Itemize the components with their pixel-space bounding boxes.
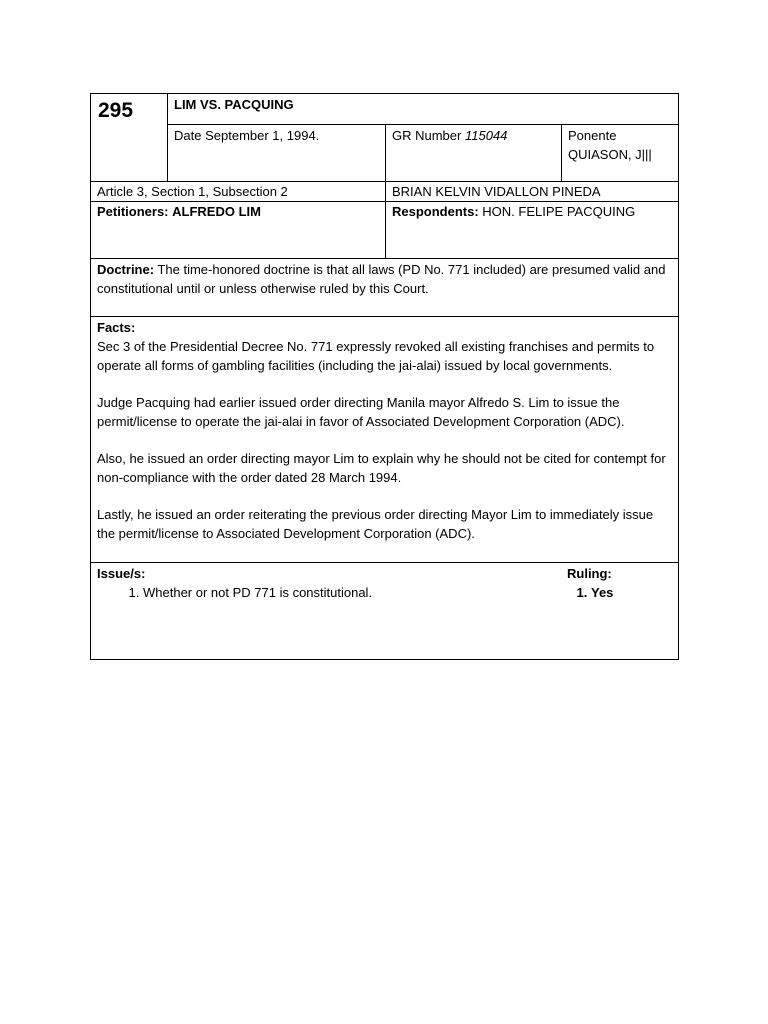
issues-label: Issue/s:: [97, 566, 146, 581]
gr-number-label: GR Number: [392, 128, 462, 143]
facts-label: Facts:: [97, 320, 136, 335]
issues-list: [97, 583, 567, 602]
article-cell: Article 3, Section 1, Subsection 2: [91, 182, 386, 202]
case-digest-table: [90, 93, 679, 660]
ponente-cell: [562, 125, 679, 182]
doctrine-cell: [91, 259, 679, 317]
gr-number-cell: [386, 125, 562, 182]
issues-column: [97, 564, 567, 602]
digest-author: BRIAN KELVIN VIDALLON PINEDA: [386, 182, 679, 202]
respondents-value: HON. FELIPE PACQUING: [482, 204, 636, 219]
ruling-column: [567, 564, 613, 602]
respondents-cell: [386, 202, 679, 259]
doctrine-text: The time-honored doctrine is that all laws (PD No. 771 included) are presumed valid and constitutional until or unless otherwise ruled by this Court.: [97, 262, 666, 296]
petitioners-cell: [91, 202, 386, 259]
ruling-list: [567, 583, 613, 602]
facts-paragraph: Judge Pacquing had earlier issued order directing Manila mayor Alfredo S. Lim to issue the permit/license to operate the jai-alai in favor of Associated Development Corporation (ADC).: [97, 395, 625, 429]
respondents-label: Respondents:: [392, 204, 479, 219]
facts-paragraph: Sec 3 of the Presidential Decree No. 771 expressly revoked all existing franchises and permits to operate all forms of gambling facilities (including the jai-alai) issued by local governments.: [97, 339, 655, 373]
facts-paragraph: Also, he issued an order directing mayor Lim to explain why he should not be cited for contempt for non-compliance with the order dated 28 March 1994.: [97, 451, 666, 485]
case-title: LIM VS. PACQUING: [168, 94, 679, 125]
issues-ruling-cell: [91, 563, 679, 660]
facts-cell: [91, 317, 679, 563]
facts-paragraph: Lastly, he issued an order reiterating the previous order directing Mayor Lim to immediately issue the permit/license to Associated Development Corporation (ADC).: [97, 507, 654, 541]
ponente-value: QUIASON, J|||: [568, 147, 652, 162]
case-digest-sheet: [90, 93, 678, 660]
case-number: 295: [91, 94, 168, 182]
petitioners-label: Petitioners:: [97, 204, 169, 219]
ponente-label: Ponente: [568, 128, 617, 143]
date-cell: [168, 125, 386, 182]
ruling-item: 1. Yes: [591, 583, 613, 602]
petitioners-value: ALFREDO LIM: [172, 204, 261, 219]
date-value: September 1, 1994.: [205, 128, 320, 143]
issue-item: 1. Whether or not PD 771 is constitutional.: [143, 583, 567, 602]
gr-number-value: 115044: [464, 128, 508, 143]
doctrine-label: Doctrine:: [97, 262, 155, 277]
date-label: Date: [174, 128, 202, 143]
ruling-label: Ruling:: [567, 566, 612, 581]
